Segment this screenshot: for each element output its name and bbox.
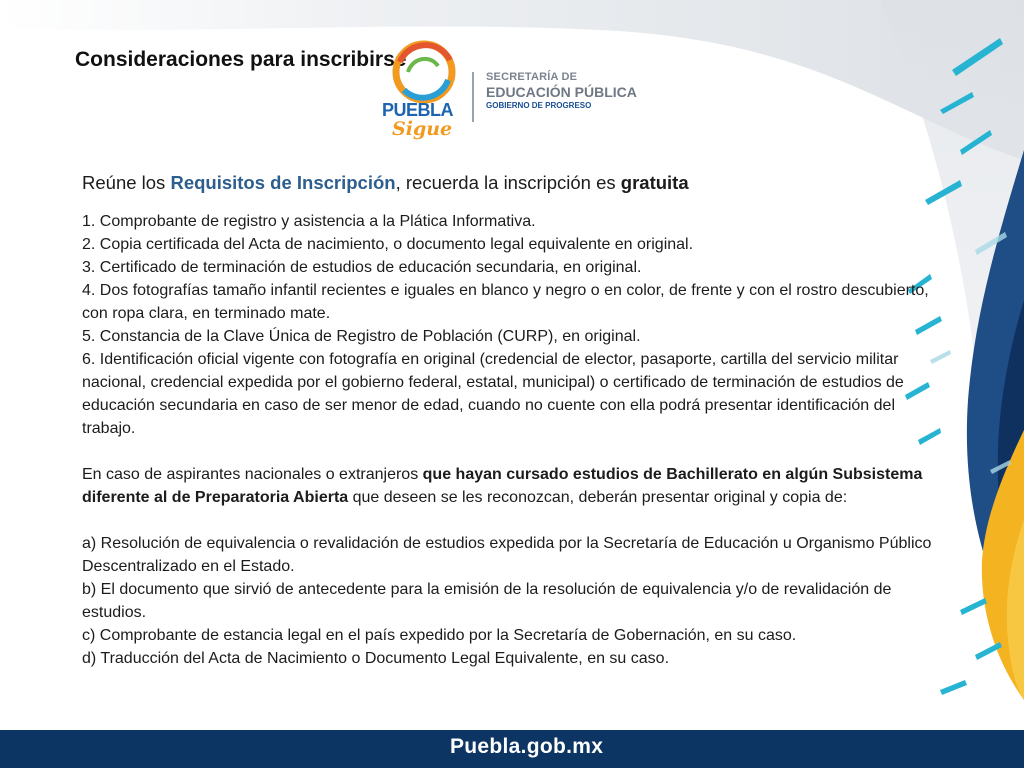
requirement-item: 6. Identificación oficial vigente con fotografía en original (credencial de elector, pasaporte, cartilla del servicio militar nacional, credencial expedida por el gobierno federal, estatal, municipal) o certificado de terminación de estudios de educación secundaria en caso de ser menor de edad, cuando no cuente con ella podrá presentar identificación del trabajo. [82,351,904,437]
foreign-paragraph [82,463,952,509]
logo-sigue-text: Sigue [392,118,453,140]
intro-paragraph [82,170,952,196]
intro-text-1: Reúne los [82,172,171,193]
sep-label-line3: GOBIERNO DE PROGRESO [486,101,592,110]
intro-text-2: , recuerda la inscripción es [395,172,621,193]
spacer [82,440,952,463]
requirement-item: 3. Certificado de terminación de estudios de educación secundaria, en original. [82,259,642,276]
foreign-text-2: que deseen se les reconozcan, deberán presentar original y copia de: [348,489,848,506]
requirement-item: 5. Constancia de la Clave Única de Registro de Población (CURP), en original. [82,328,641,345]
intro-highlight: Requisitos de Inscripción [170,172,396,193]
page-title: Consideraciones para inscribirse [75,48,407,71]
foreign-item: c) Comprobante de estancia legal en el país expedido por la Secretaría de Gobernación, en su caso. [82,627,797,644]
sep-label-line1: SECRETARÍA DE [486,71,578,83]
requirement-item: 1. Comprobante de registro y asistencia a la Plática Informativa. [82,213,536,230]
foreign-item: b) El documento que sirvió de antecedente para la emisión de la resolución de equivalencia y/o de revalidación de estudios. [82,581,892,621]
logo-divider [472,72,474,122]
spacer [82,509,952,532]
content-body [82,170,952,670]
foreign-highlight: que hayan cursado estudios de Bachillerato en algún Subsistema diferente al de Preparatoria Abierta [82,466,923,506]
sep-label-line2: EDUCACIÓN PÚBLICA [486,84,637,100]
logo-puebla-text: PUEBLA [382,100,454,120]
foreign-text-1: En caso de aspirantes nacionales o extranjeros [82,466,423,483]
intro-gratuita: gratuita [620,172,689,193]
requirement-item: 4. Dos fotografías tamaño infantil recientes e iguales en blanco y negro o en color, de frente y con el rostro descubierto, con ropa clara, en terminado mate. [82,282,929,322]
foreign-item: a) Resolución de equivalencia o revalidación de estudios expedida por la Secretaría de Educación u Organismo Público Descentralizado en el Estado. [82,535,932,575]
footer-url[interactable]: Puebla.gob.mx [450,735,604,758]
foreign-item: d) Traducción del Acta de Nacimiento o Documento Legal Equivalente, en su caso. [82,650,670,667]
requirement-item: 2. Copia certificada del Acta de nacimiento, o documento legal equivalente en original. [82,236,694,253]
